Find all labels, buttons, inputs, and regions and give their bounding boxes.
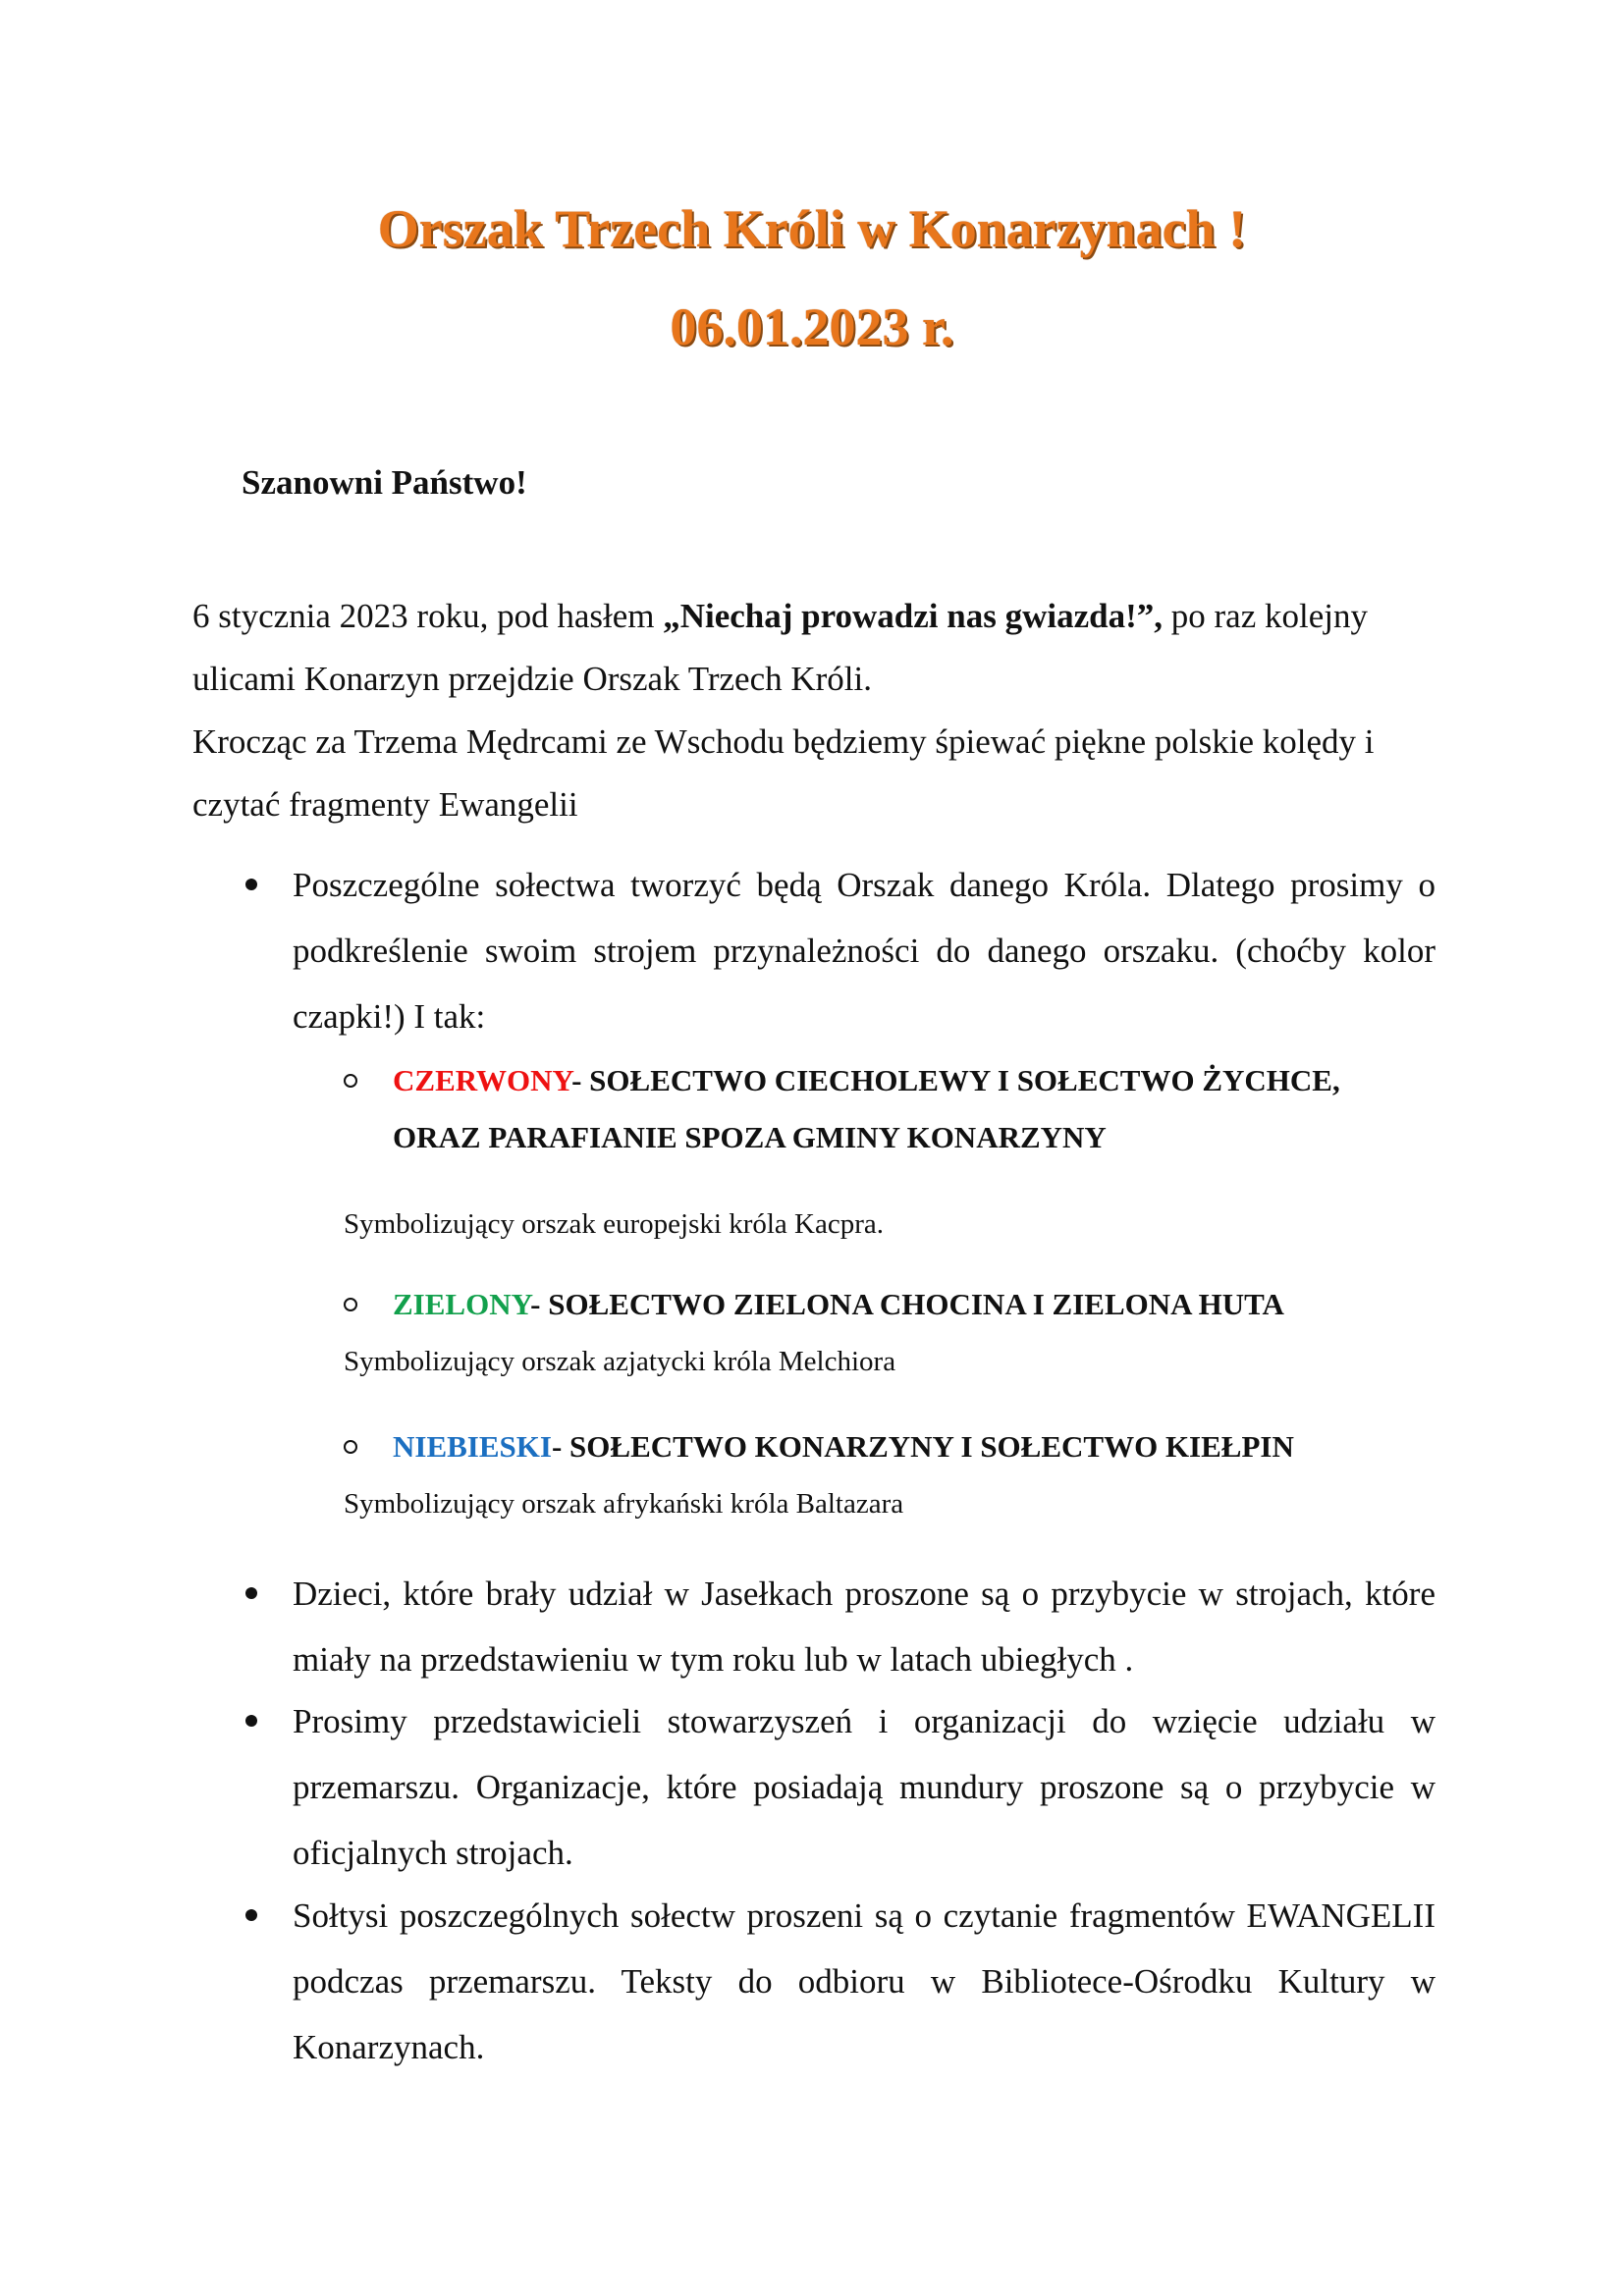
group-description: Symbolizujący orszak azjatycki króla Melchiora [344, 1346, 896, 1377]
group-description: Symbolizujący orszak afrykański króla Baltazara [344, 1488, 904, 1520]
group-item-green [344, 1276, 1434, 1390]
bullet-icon [245, 879, 257, 890]
group-heading [393, 1276, 1434, 1333]
intro-text-before: 6 stycznia 2023 roku, pod hasłem [192, 597, 664, 635]
bullet-text: Prosimy przedstawicieli stowarzyszeń i organizacji do wzięcie udziału w przemarszu. Organizacje, które posiadają mundury proszone są o przybycie w oficjalnych strojach. [293, 1702, 1435, 1872]
bullet-item-children [245, 1561, 1435, 1692]
page-title: Orszak Trzech Króli w Konarzynach ! [377, 199, 1247, 258]
slogan: „Niechaj prowadzi nas gwiazda!”, [663, 597, 1164, 635]
group-villages: - SOŁECTWO CIECHOLEWY I SOŁECTWO ŻYCHCE, ORAZ PARAFIANIE SPOZA GMINY KONARZYNY [393, 1063, 1340, 1154]
group-item-red [344, 1052, 1434, 1253]
bullet-icon [245, 1909, 257, 1921]
group-villages: - SOŁECTWO ZIELONA CHOCINA I ZIELONA HUTA [530, 1287, 1284, 1321]
circle-bullet-icon [344, 1298, 357, 1311]
bullet-icon [245, 1587, 257, 1599]
circle-bullet-icon [344, 1440, 357, 1454]
color-name-green: ZIELONY [393, 1287, 531, 1321]
greeting: Szanowni Państwo! [242, 463, 527, 502]
event-date: 06.01.2023 r. [670, 297, 954, 356]
bullet-text: Poszczególne sołectwa tworzyć będą Orszak danego Króla. Dlatego prosimy o podkreślenie swoim strojem przynależności do danego orszaku. (choćby kolor czapki!) I tak: [293, 866, 1435, 1036]
bullet-item-villages [245, 852, 1435, 1049]
bullet-item-village-heads [245, 1883, 1435, 2080]
intro-paragraph [192, 585, 1432, 836]
group-heading [393, 1052, 1434, 1166]
intro-text-after: po raz kolejny ulicami Konarzyn przejdzie Orszak Trzech Króli. [192, 597, 1368, 698]
intro-line-1 [192, 585, 1432, 711]
color-name-red: CZERWONY [393, 1063, 572, 1097]
group-heading [393, 1418, 1434, 1475]
group-item-blue [344, 1418, 1434, 1532]
bullet-text: Sołtysi poszczególnych sołectw proszeni są o czytanie fragmentów EWANGELII podczas przemarszu. Teksty do odbioru w Bibliotece-Ośrodku Kultury w Konarzynach. [293, 1896, 1435, 2066]
circle-bullet-icon [344, 1074, 357, 1088]
group-description: Symbolizujący orszak europejski króla Kacpra. [344, 1208, 885, 1240]
bullet-icon [245, 1715, 257, 1727]
color-name-blue: NIEBIESKI [393, 1429, 552, 1464]
intro-line-2: Krocząc za Trzema Mędrcami ze Wschodu będziemy śpiewać piękne polskie kolędy i czytać fragmenty Ewangelii [192, 722, 1375, 824]
group-villages: - SOŁECTWO KONARZYNY I SOŁECTWO KIEŁPIN [551, 1429, 1294, 1464]
bullet-text: Dzieci, które brały udział w Jasełkach proszone są o przybycie w strojach, które miały na przedstawieniu w tym roku lub w latach ubiegłych . [293, 1575, 1435, 1679]
bullet-item-organizations [245, 1688, 1435, 1886]
